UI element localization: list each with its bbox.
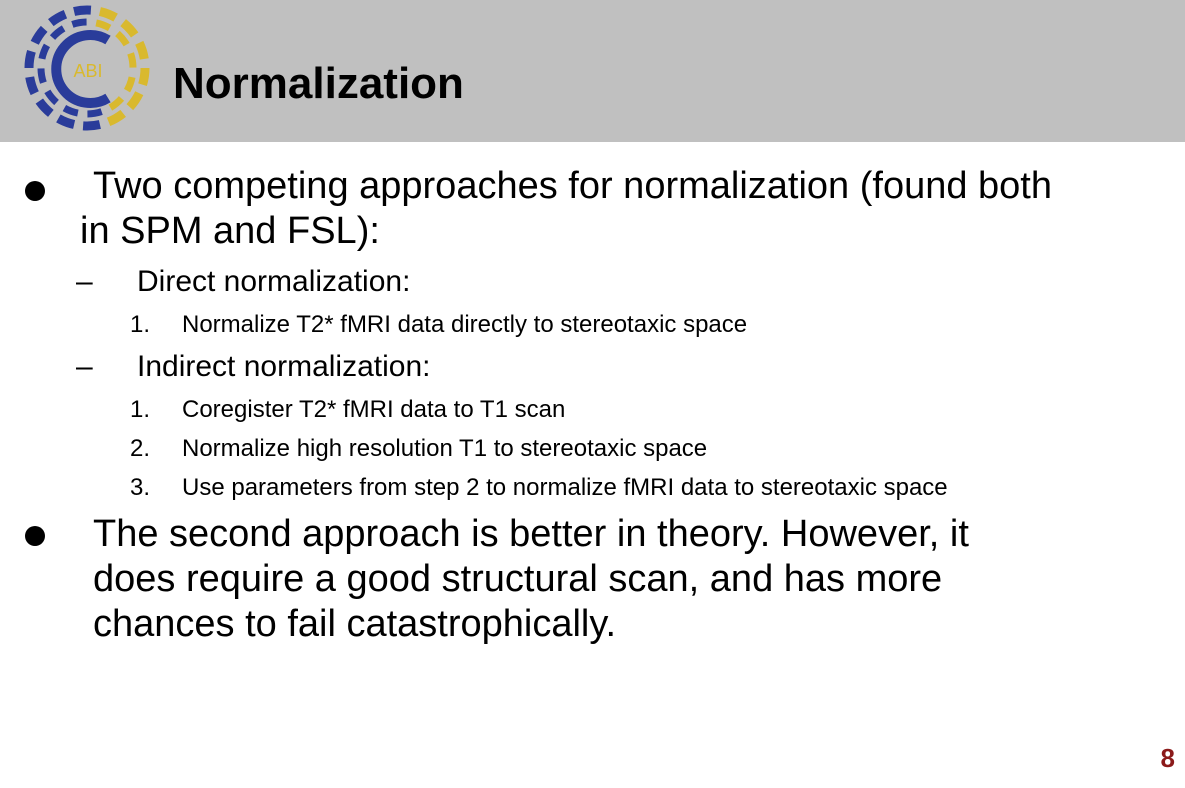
logo-ring-segment: [47, 91, 56, 102]
bullet-1-line-1: Two competing approaches for normalization (found both: [93, 165, 1052, 207]
logo-ring-segment: [83, 125, 100, 126]
bullet-dot: [25, 526, 45, 546]
bullet-2-line-2: does require a good structural scan, and has more: [93, 558, 943, 600]
logo-ring-segment: [42, 45, 47, 58]
logo-ring-segment: [123, 23, 135, 35]
logo-ring-segment: [41, 68, 43, 82]
step-number: 1.: [130, 311, 151, 338]
bullet-2-line-3: chances to fail catastrophically.: [93, 603, 617, 645]
logo-ring-segment: [127, 77, 132, 90]
bullet-dot: [25, 181, 45, 201]
logo-text: ABI: [73, 61, 103, 81]
logo-ring-segment: [39, 101, 51, 113]
bullet-2-line-1: The second approach is better in theory. However, it: [93, 513, 969, 555]
logo-ring-segment: [117, 34, 126, 45]
sub-bullet-dash: –: [76, 265, 93, 298]
logo-ring-segment: [64, 108, 77, 113]
step-text: Use parameters from step 2 to normalize fMRI data to stereotaxic space: [182, 474, 948, 501]
sub-bullet-dash: –: [76, 350, 93, 383]
logo-ring-segment: [109, 113, 124, 121]
logo-ring-segment: [51, 14, 66, 22]
logo-ring-segment: [72, 22, 86, 24]
step-text: Normalize T2* fMRI data directly to stereotaxic space: [182, 311, 748, 338]
sub-bullet-direct: Direct normalization:: [137, 265, 411, 298]
bullet-1-line-2: in SPM and FSL):: [80, 210, 380, 252]
logo-ring-segment: [130, 93, 139, 107]
slide-header: [0, 0, 1185, 142]
step-number: 2.: [130, 435, 151, 462]
logo-ring-segment: [139, 43, 144, 59]
step-number: 1.: [130, 396, 151, 423]
logo-ring-segment: [74, 10, 91, 11]
logo-ring-segment: [87, 112, 101, 114]
logo-ring-segment: [131, 53, 133, 67]
page-number: 8: [1160, 743, 1175, 773]
logo-ring-segment: [29, 51, 31, 68]
cabi-logo-icon: [22, 2, 152, 137]
slide-title: Normalization: [173, 59, 464, 108]
step-text: Coregister T2* fMRI data to T1 scan: [182, 396, 566, 423]
logo-ring-segment: [53, 28, 64, 37]
sub-bullet-indirect: Indirect normalization:: [137, 350, 431, 383]
logo-ring-segment: [30, 77, 35, 93]
logo-ring-segment: [58, 118, 74, 124]
step-text: Normalize high resolution T1 to stereotaxic space: [182, 435, 708, 462]
logo-ring-segment: [100, 11, 116, 17]
step-number: 3.: [130, 474, 151, 501]
logo-ring-segment: [110, 98, 121, 107]
logo-ring-segment: [35, 29, 44, 43]
logo-ring-segment: [143, 68, 145, 85]
logo-ring-segment: [96, 23, 109, 28]
